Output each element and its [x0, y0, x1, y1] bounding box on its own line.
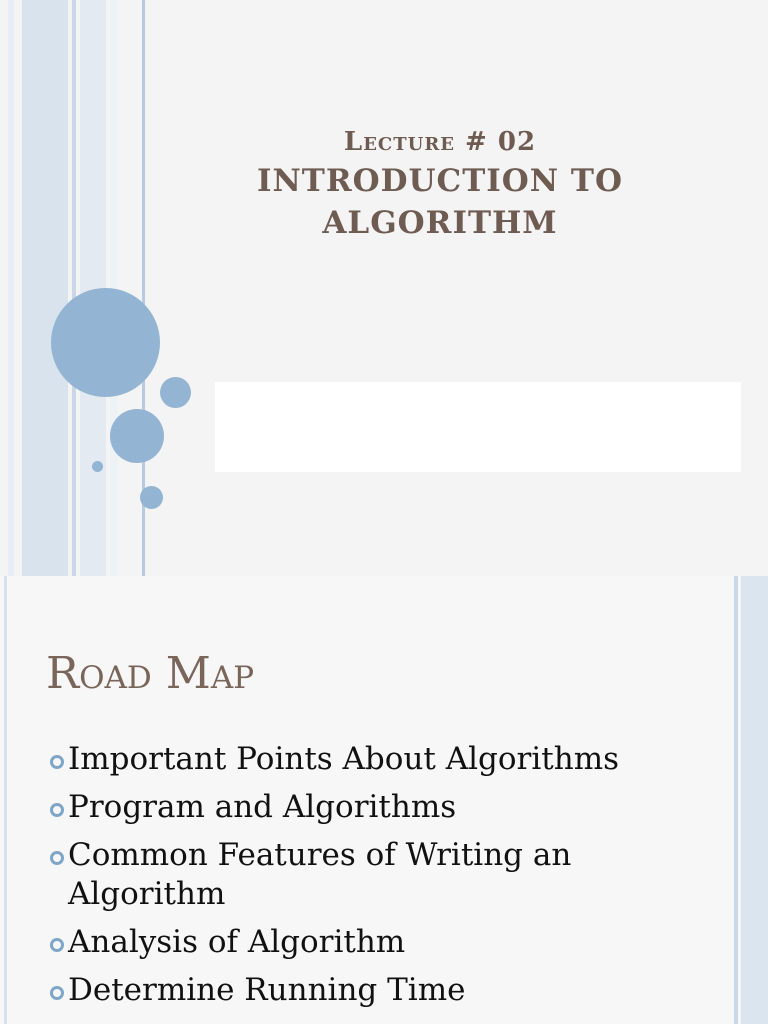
- list-item-text: Analysis of Algorithm: [68, 924, 406, 960]
- list-item-text: Program and Algorithms: [68, 789, 457, 825]
- circle-bullet-icon: [50, 851, 64, 865]
- decor-stripe: [72, 0, 76, 576]
- title-line-2: ALGORITHM: [322, 205, 558, 241]
- list-item-text: Determine Running Time: [68, 972, 466, 1008]
- list-item-text: Common Features of Writing an Algorithm: [68, 837, 572, 912]
- decor-stripe: [22, 0, 68, 576]
- list-item: [48, 788, 708, 827]
- title-line-1: INTRODUCTION TO: [256, 163, 624, 199]
- circle-bullet-icon: [50, 755, 64, 769]
- roadmap-title: Road Map: [46, 648, 255, 699]
- circle-bullet-icon: [50, 986, 64, 1000]
- decor-circle: [110, 409, 164, 463]
- slide-title: [215, 124, 665, 244]
- list-item: [48, 740, 708, 779]
- lecture-number: Lecture # 02: [343, 127, 537, 157]
- circle-bullet-icon: [50, 803, 64, 817]
- list-item: [48, 923, 708, 962]
- decor-circle: [92, 461, 103, 472]
- subtitle-box: [215, 382, 741, 472]
- list-item: [48, 836, 708, 914]
- decor-stripe: [741, 576, 768, 1024]
- decor-circle: [160, 377, 191, 408]
- list-item-text: Important Points About Algorithms: [68, 741, 619, 777]
- decor-circle: [51, 288, 160, 397]
- decor-stripe: [734, 576, 738, 1024]
- list-item: [48, 971, 708, 1010]
- circle-bullet-icon: [50, 938, 64, 952]
- decor-stripe: [4, 576, 7, 1024]
- roadmap-list: [48, 740, 708, 1019]
- decor-stripe: [8, 0, 14, 576]
- decor-circle: [140, 486, 163, 509]
